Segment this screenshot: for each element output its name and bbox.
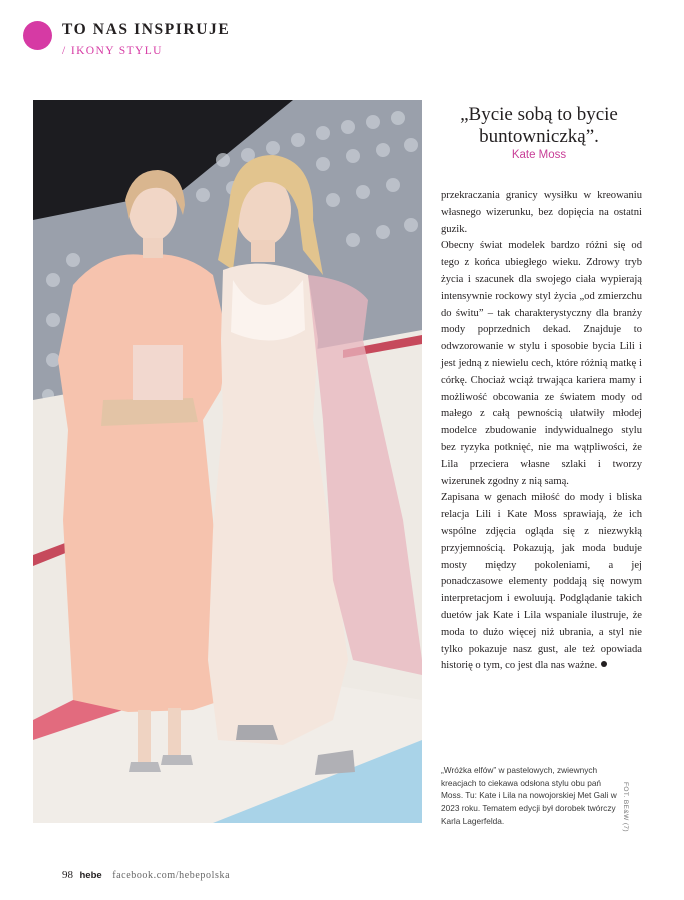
end-mark-icon bbox=[601, 661, 607, 667]
article-paragraph: Obecny świat modelek bardzo różni się od tego z końca ubiegłego wieku. Zdrowy tryb życia i szacunek dla swojego ciała wypierają intensywnie rockowy styl życia „od zmierzchu do świtu” – tak charakterystyczny dla branży mody poprzednich dekad. Znajduje to odwzorowanie w stylu i sposobie bycia Lili i jest jedną z niewielu cech, które różnią matkę i córkę. Chociaż wciąż trwająca kariera mamy i możliwość obcowania ze światem mody od małego z całą pewnością ułatwiły młodej modelce zbudowanie indywidualnego stylu bez ryzyka potknięć, nie ma wątpliwości, że Lila przeciera własne szlaki i tworzy wizerunek zgodny z nią samą. bbox=[441, 240, 642, 487]
footer-link[interactable]: facebook.com/hebepolska bbox=[112, 870, 231, 881]
article-body bbox=[441, 188, 642, 675]
section-dot bbox=[23, 21, 52, 50]
brand-logo: hebe bbox=[79, 870, 102, 881]
pull-quote: „Bycie sobą to bycie buntowniczką”. bbox=[460, 104, 618, 147]
article-photo bbox=[33, 100, 422, 823]
photo-illustration bbox=[33, 100, 422, 823]
photo-credit: FOT. BE&W (7) bbox=[622, 782, 629, 832]
section-subtitle: / IKONY STYLU bbox=[62, 45, 163, 57]
section-title: TO NAS INSPIRUJE bbox=[62, 21, 231, 38]
article-paragraph: przekraczania granicy wysiłku w kreowaniu własnego wizerunku, bez dopięcia na ostatni guzik. bbox=[441, 190, 642, 235]
article-paragraph-text: Zapisana w genach miłość do mody i bliska relacja Lili i Kate Moss sprawiają, że ich wspólne zdjęcia ogląda się z niezwykłą przyjemnością. Pokazują, jak moda buduje mosty między pokoleniami, a jej ponadczasowe elementy poddają się nowym interpretacjom i ewoluują. Podglądanie takich duetów jak Kate i Lila wspaniale ilustruje, że moda to dużo więcej niż ubrania, a styl nie tylko pokazuje nasz gust, ale też opowiada historię o tym, co jest dla nas ważne. bbox=[441, 492, 642, 672]
page-number: 98 bbox=[62, 869, 73, 881]
article-paragraph bbox=[441, 490, 642, 675]
photo-caption: „Wróżka elfów” w pastelowych, zwiewnych kreacjach to ciekawa odsłona stylu obu pań Moss. Tu: Kate i Lila na nowojorskiej Met Gali w 2023 roku. Tematem edycji był dorobek twórczy Karla Lagerfelda. bbox=[441, 765, 617, 826]
quote-author: Kate Moss bbox=[511, 149, 567, 161]
page-footer bbox=[62, 869, 230, 881]
